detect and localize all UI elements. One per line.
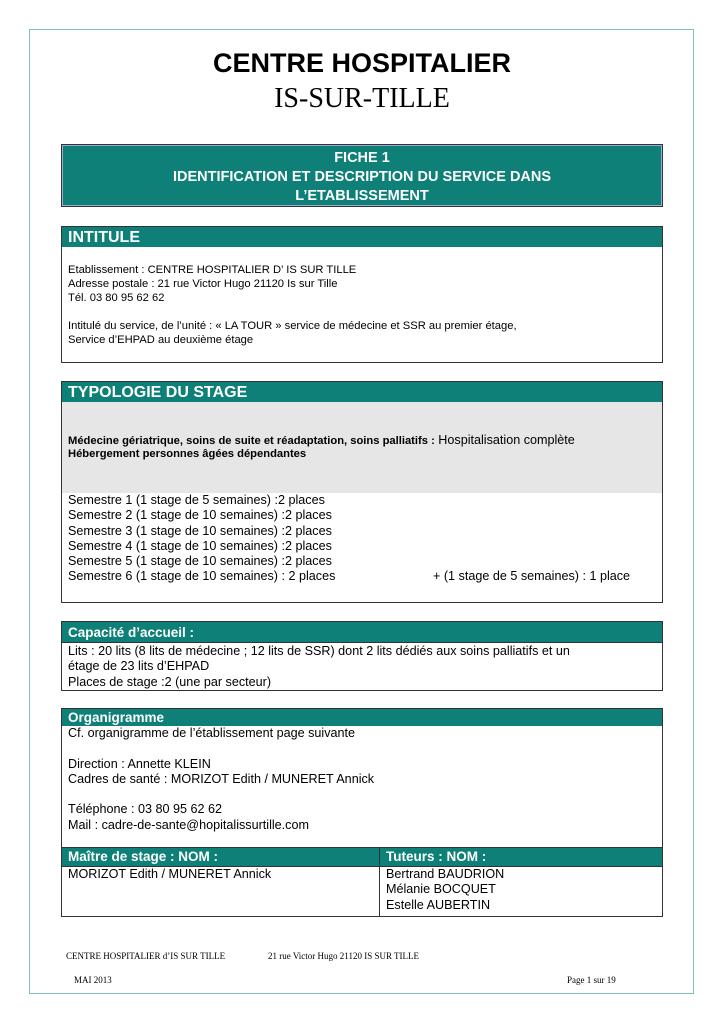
encadrement-table — [61, 847, 663, 917]
fiche-title-line2: L’ETABLISSEMENT — [295, 188, 429, 204]
tuteurs-heading: Tuteurs : NOM : — [380, 848, 662, 866]
direction-text: Direction : Annette KLEIN — [68, 756, 211, 771]
fiche-number: FICHE 1 — [334, 150, 390, 166]
footer-date: MAI 2013 — [74, 975, 112, 985]
capacite-line2: étage de 23 lits d’EHPAD — [68, 659, 210, 674]
type-line2-text: Hébergement personnes âgées dépendantes — [68, 448, 307, 460]
typologie-type-panel — [62, 402, 662, 493]
semestre-item: Semestre 3 (1 stage de 10 semaines) :2 places — [68, 523, 332, 538]
semestre-item: Semestre 4 (1 stage de 10 semaines) :2 places — [68, 538, 332, 553]
type-bold-text: Médecine gériatrique, soins de suite et réadaptation, soins palliatifs : — [68, 435, 435, 447]
footer-address: 21 rue Victor Hugo 21120 IS SUR TILLE — [268, 951, 420, 961]
footer-org: CENTRE HOSPITALIER d’IS SUR TILLE — [66, 951, 226, 961]
typologie-heading: TYPOLOGIE DU STAGE — [62, 382, 662, 402]
page-title: CENTRE HOSPITALIER — [212, 48, 511, 78]
intitule-heading: INTITULE — [62, 227, 662, 247]
telephone-text: Tél. 03 80 95 62 62 — [68, 292, 165, 304]
maitre-name: MORIZOT Edith / MUNERET Annick — [62, 866, 379, 882]
footer-page-number: Page 1 sur 19 — [567, 975, 616, 985]
semestre6-extra: + (1 stage de 5 semaines) : 1 place — [433, 569, 631, 584]
organigramme-telephone: Téléphone : 03 80 95 62 62 — [68, 802, 223, 817]
fiche-banner — [61, 144, 663, 207]
tuteurs-column — [380, 848, 662, 916]
maitre-heading: Maître de stage : NOM : — [62, 848, 379, 866]
fiche-title-line1: IDENTIFICATION ET DESCRIPTION DU SERVICE DANS — [172, 169, 552, 185]
organigramme-mail: Mail : cadre-de-sante@hopitalissurtille.com — [68, 817, 309, 832]
tuteur-name: Bertrand BAUDRION — [386, 867, 505, 881]
cadres-text: Cadres de santé : MORIZOT Edith / MUNERET Annick — [68, 771, 375, 786]
semestre-item: Semestre 5 (1 stage de 10 semaines) :2 places — [68, 554, 332, 569]
semestres-list — [62, 493, 662, 585]
maitre-column — [62, 848, 380, 916]
typologie-section — [61, 381, 663, 603]
adresse-text: Adresse postale : 21 rue Victor Hugo 21120 Is sur Tille — [68, 278, 338, 290]
semestre-item: Semestre 6 (1 stage de 10 semaines) : 2 places — [68, 569, 336, 584]
capacite-line1: Lits : 20 lits (8 lits de médecine ; 12 lits de SSR) dont 2 lits dédiés aux soins palliatifs et un — [68, 644, 570, 658]
intitule-section — [61, 226, 663, 363]
service-text-line2: Service d’EHPAD au deuxième étage — [68, 334, 254, 346]
service-text-line1: Intitulé du service, de l’unité : « LA TOUR » service de médecine et SSR au premier étage, — [68, 320, 517, 332]
etablissement-text: Etablissement : CENTRE HOSPITALIER D’ IS SUR TILLE — [68, 264, 357, 276]
tuteur-name: Estelle AUBERTIN — [386, 897, 491, 912]
tuteur-name: Mélanie BOCQUET — [386, 882, 496, 897]
capacite-section — [61, 621, 663, 691]
semestre-item: Semestre 2 (1 stage de 10 semaines) :2 places — [68, 508, 332, 523]
organigramme-heading: Organigramme — [62, 709, 662, 726]
page-subtitle: IS-SUR-TILLE — [274, 83, 450, 114]
organigramme-ref: Cf. organigramme de l’établissement page suivante — [68, 726, 356, 740]
semestre-item: Semestre 1 (1 stage de 5 semaines) :2 places — [68, 493, 325, 507]
capacite-heading: Capacité d’accueil : — [62, 622, 662, 642]
type-normal-text: Hospitalisation complète — [434, 433, 575, 447]
organigramme-section — [61, 708, 663, 848]
capacite-line3: Places de stage :2 (une par secteur) — [68, 674, 272, 689]
